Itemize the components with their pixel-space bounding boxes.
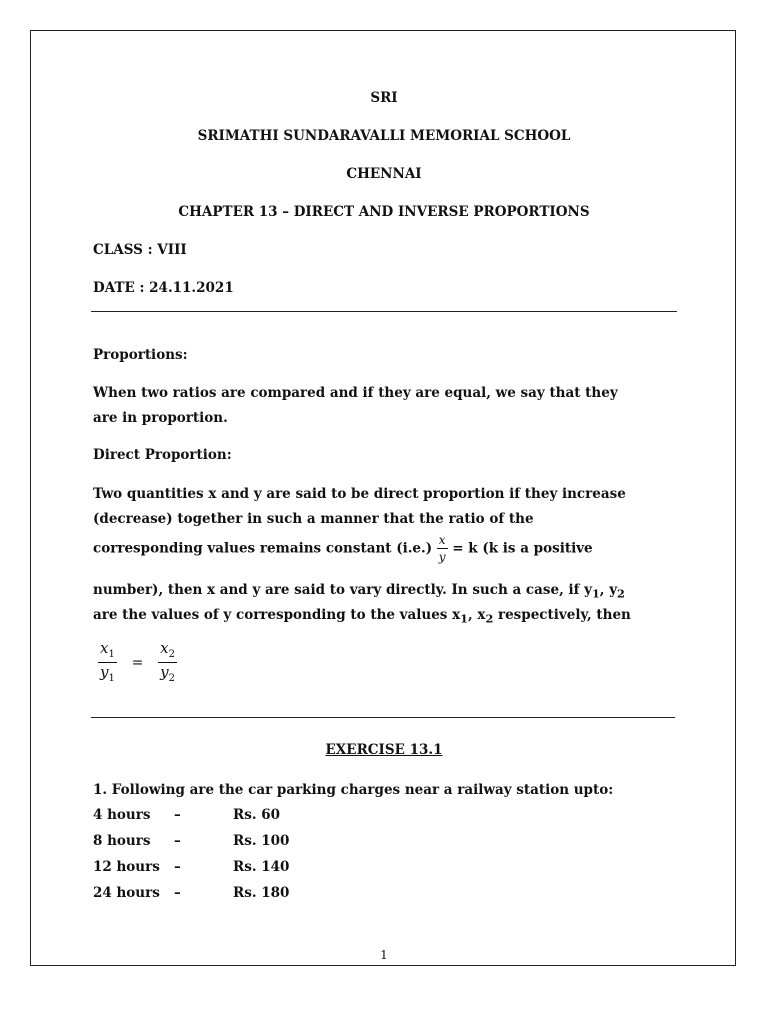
date-line: DATE : 24.11.2021 [93,280,234,296]
row-dash: – [174,833,181,849]
line4-text: number), then x and y are said to vary directly. In such a case, if y [93,582,592,598]
line5-sub1: 1 [460,611,468,626]
row-hours: 24 hours [93,885,160,901]
class-line: CLASS : VIII [93,242,187,258]
ratio-denominator: y [438,550,446,564]
formula-fraction-right [158,641,177,684]
formula-y2-sub: 2 [168,673,175,684]
line4-sub1: 1 [591,586,600,601]
direct-proportion-formula [98,641,177,684]
proportions-heading: Proportions: [93,347,188,363]
row-charge: Rs. 100 [233,833,290,849]
ratio-fraction [437,534,448,563]
header-divider [91,311,677,312]
formula-y2: y [160,663,169,681]
formula-y1: y [99,663,109,681]
line4-mid: , y [599,582,618,598]
line5-sub2: 2 [485,611,494,626]
direct-text-line5 [93,607,631,626]
page-number: 1 [380,948,388,962]
row-dash: – [174,885,181,901]
row-charge: Rs. 140 [233,859,290,875]
row-hours: 12 hours [93,859,160,875]
direct-proportion-heading: Direct Proportion: [93,447,232,463]
formula-y1-sub: 1 [108,673,115,684]
formula-x1-sub: 1 [108,649,115,660]
direct-text-line2: (decrease) together in such a manner that the ratio of the [93,511,534,527]
ratio-numerator: x [438,533,446,547]
direct-text-line1: Two quantities x and y are said to be direct proportion if they increase [93,486,626,502]
line5-text-a: are the values of y corresponding to the values x [93,607,461,623]
row-dash: – [174,859,181,875]
formula-x2: x [160,639,169,657]
proportions-text-line1: When two ratios are compared and if they are equal, we say that they [93,385,618,401]
question-1: 1. Following are the car parking charges near a railway station upto: [93,782,614,798]
formula-x2-sub: 2 [168,649,175,660]
direct-line3-before: corresponding values remains constant (i.e.) [93,540,433,557]
proportions-text-line2: are in proportion. [93,410,228,426]
direct-text-line4 [93,582,625,601]
city-name: CHENNAI [346,166,422,182]
line4-sub2: 2 [617,586,625,601]
school-name: SRIMATHI SUNDARAVALLI MEMORIAL SCHOOL [197,128,571,144]
formula-fraction-left [98,641,117,684]
row-dash: – [174,807,181,823]
row-hours: 8 hours [93,833,151,849]
direct-text-line3 [93,534,593,563]
line5-text-c: respectively, then [493,607,631,623]
row-charge: Rs. 60 [233,807,281,823]
row-hours: 4 hours [93,807,151,823]
line5-text-b: , x [467,607,486,623]
formula-x1: x [100,639,109,657]
section-divider [91,717,675,718]
direct-line3-after: = k (k is a positive [452,540,593,557]
chapter-title: CHAPTER 13 – DIRECT AND INVERSE PROPORTIONS [178,204,590,220]
exercise-title: EXERCISE 13.1 [325,742,443,758]
header-line1: SRI [370,90,398,106]
formula-equals: = [131,654,144,671]
row-charge: Rs. 180 [233,885,290,901]
